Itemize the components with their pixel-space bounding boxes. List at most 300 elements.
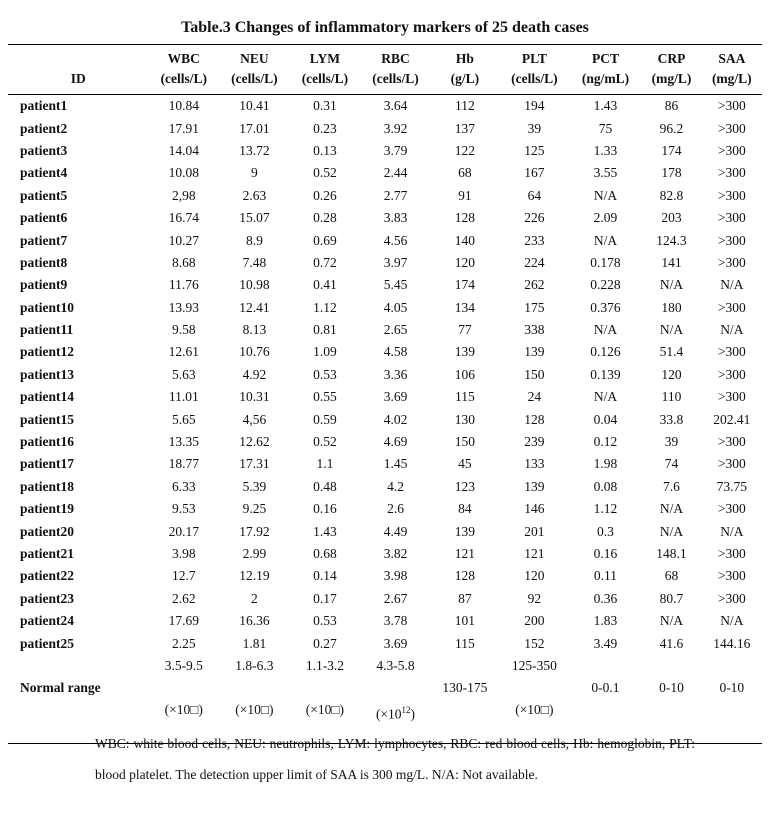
- cell-pct: 0.139: [590, 366, 621, 382]
- column-name: RBC: [381, 51, 410, 66]
- cell-rbc: 3.82: [383, 546, 408, 561]
- patient-id: patient13: [20, 366, 74, 382]
- cell-lym: 0.68: [313, 546, 337, 561]
- cell-plt: 200: [524, 613, 545, 629]
- cell-lym: 0.81: [313, 322, 337, 338]
- cell-lym: 0.27: [313, 635, 337, 651]
- table-row: [8, 95, 762, 118]
- cell-hb: 120: [454, 254, 476, 270]
- cell-hb: 121: [454, 546, 476, 561]
- cell-plt: 338: [524, 322, 545, 338]
- cell-wbc: 10.08: [168, 165, 199, 181]
- normal-range-rbc: 4.3-5.8: [376, 657, 415, 673]
- cell-plt: 39: [527, 120, 542, 136]
- cell-rbc: 2.77: [383, 187, 408, 203]
- table-row: [8, 207, 762, 229]
- cell-saa: >300: [717, 389, 746, 405]
- cell-neu: 2: [251, 590, 258, 606]
- column-unit: (cells/L): [372, 71, 419, 86]
- table-row: [8, 610, 762, 632]
- rbc-unit-close: ): [410, 706, 416, 722]
- column-header-lym: [290, 45, 361, 95]
- cell-wbc: 17.69: [168, 613, 199, 629]
- table-row: [8, 565, 762, 587]
- cell-lym: 0.17: [313, 590, 337, 606]
- rbc-unit-base: (×10: [375, 706, 402, 722]
- cell-lym: 0.16: [313, 501, 337, 517]
- cell-hb: 134: [454, 299, 476, 315]
- cell-crp: N/A: [659, 613, 684, 629]
- normal-range-wbc-unit: (×10□): [149, 677, 220, 744]
- cell-rbc: 4.2: [387, 478, 404, 494]
- cell-rbc: 3.78: [383, 613, 408, 629]
- cell-wbc: 12.7: [172, 568, 196, 584]
- cell-hb: 150: [454, 434, 476, 450]
- cell-lym: 0.53: [313, 366, 337, 382]
- column-name: ID: [70, 71, 86, 86]
- table-header: [8, 45, 762, 95]
- cell-saa: >300: [717, 299, 746, 315]
- column-header-rbc: [360, 45, 431, 95]
- cell-wbc: 2,98: [172, 187, 196, 203]
- cell-wbc: 18.77: [168, 456, 199, 472]
- cell-crp: 33.8: [659, 411, 684, 427]
- cell-crp: 174: [661, 142, 682, 158]
- cell-pct: 0.3: [597, 523, 614, 539]
- cell-crp: 124.3: [656, 232, 687, 248]
- cell-wbc: 11.01: [168, 389, 199, 405]
- normal-range-neu: 1.8-6.3: [235, 657, 274, 673]
- column-unit: (cells/L): [511, 71, 558, 86]
- cell-crp: 180: [661, 299, 682, 315]
- table-row: [8, 319, 762, 341]
- cell-wbc: 13.35: [168, 434, 199, 450]
- cell-hb: 139: [454, 523, 476, 539]
- table-row: [8, 520, 762, 542]
- cell-hb: 122: [454, 142, 476, 158]
- patient-id: patient22: [20, 568, 74, 584]
- patient-id: patient15: [20, 411, 74, 427]
- cell-pct: 0.228: [590, 277, 621, 293]
- cell-pct: 0.126: [590, 344, 621, 360]
- cell-neu: 4.92: [242, 366, 267, 382]
- cell-hb: 101: [454, 613, 476, 629]
- cell-neu: 9.25: [242, 501, 267, 517]
- cell-neu: 16.36: [239, 613, 270, 629]
- cell-hb: 77: [458, 322, 472, 338]
- table-row: [8, 408, 762, 430]
- patient-id: patient2: [20, 120, 68, 136]
- column-header-hb: [431, 45, 499, 95]
- column-unit: (cells/L): [231, 71, 278, 86]
- cell-hb: 115: [455, 635, 475, 651]
- column-header-id: [8, 45, 149, 95]
- cell-rbc: 4.02: [383, 411, 408, 427]
- cell-saa: >300: [717, 344, 746, 360]
- cell-saa: >300: [717, 456, 746, 472]
- cell-crp: 74: [664, 456, 679, 472]
- cell-lym: 0.41: [313, 277, 337, 293]
- table-body: [8, 95, 762, 744]
- cell-hb: 68: [458, 165, 472, 181]
- column-name: CRP: [657, 51, 686, 66]
- header-row: [8, 45, 762, 95]
- patient-id: patient23: [20, 590, 74, 606]
- cell-saa: N/A: [720, 277, 744, 293]
- column-name: Hb: [455, 51, 474, 66]
- patient-id: patient5: [20, 187, 68, 203]
- cell-plt: 64: [527, 187, 542, 203]
- table-footnote: WBC: white blood cells, NEU: neutrophils, LYM: lymphocytes, RBC: red blood cells, Hb: hemoglobin, PLT: blood platelet. The detection upper limit of SAA is 300 mg/L. N/A: Not available.: [95, 736, 695, 782]
- normal-range-plt: 125-350: [511, 657, 557, 673]
- table-row: [8, 543, 762, 565]
- cell-saa: 202.41: [713, 411, 751, 427]
- patient-id: patient11: [20, 322, 74, 338]
- patient-id: patient7: [20, 232, 68, 248]
- inflammatory-markers-table: [8, 44, 762, 744]
- cell-rbc: 1.45: [383, 456, 408, 472]
- table-row: [8, 498, 762, 520]
- patient-id: patient3: [20, 142, 68, 158]
- cell-saa: 144.16: [713, 635, 751, 651]
- cell-saa: N/A: [720, 523, 744, 539]
- column-header-wbc: [149, 45, 220, 95]
- cell-neu: 8.13: [242, 322, 267, 338]
- cell-neu: 17.92: [239, 523, 270, 539]
- cell-saa: >300: [717, 590, 746, 606]
- cell-neu: 10.31: [239, 389, 270, 405]
- table-row: [8, 229, 762, 251]
- table-row: [8, 386, 762, 408]
- cell-pct: 0.376: [590, 299, 621, 315]
- cell-crp: N/A: [659, 523, 684, 539]
- cell-crp: N/A: [659, 277, 684, 293]
- cell-neu: 15.07: [239, 210, 270, 226]
- cell-plt: 133: [524, 456, 545, 472]
- patient-id: patient6: [20, 210, 68, 226]
- cell-neu: 17.31: [239, 456, 270, 472]
- cell-plt: 233: [524, 232, 545, 248]
- cell-neu: 17.01: [239, 120, 270, 136]
- cell-rbc: 3.97: [383, 254, 408, 270]
- column-header-plt: [499, 45, 570, 95]
- table-row: [8, 274, 762, 296]
- table-row: [8, 185, 762, 207]
- cell-rbc: 3.83: [383, 210, 408, 226]
- cell-crp: 68: [664, 568, 679, 584]
- cell-rbc: 2.67: [383, 590, 408, 606]
- patient-id: patient18: [20, 478, 74, 494]
- cell-wbc: 2.62: [172, 590, 196, 606]
- cell-rbc: 5.45: [383, 277, 408, 293]
- cell-lym: 1.43: [313, 523, 337, 539]
- cell-saa: >300: [717, 98, 746, 114]
- cell-saa: >300: [717, 120, 746, 136]
- cell-saa: >300: [717, 366, 746, 382]
- patient-id: patient17: [20, 456, 74, 472]
- patient-id: patient4: [20, 165, 68, 181]
- cell-wbc: 14.04: [168, 142, 199, 158]
- cell-crp: N/A: [659, 322, 684, 338]
- cell-plt: 125: [524, 142, 545, 158]
- cell-crp: 41.6: [659, 635, 684, 651]
- cell-wbc: 3.98: [172, 546, 196, 561]
- cell-wbc: 9.58: [172, 322, 196, 338]
- cell-pct: 0.16: [593, 546, 618, 561]
- cell-plt: 224: [524, 254, 545, 270]
- cell-lym: 1.12: [313, 299, 337, 315]
- table-row: [8, 588, 762, 610]
- cell-hb: 139: [454, 344, 476, 360]
- patient-id: patient12: [20, 344, 74, 360]
- cell-neu: 12.41: [239, 299, 270, 315]
- table-row: [8, 431, 762, 453]
- cell-wbc: 5.63: [172, 366, 196, 382]
- cell-wbc: 6.33: [172, 478, 196, 494]
- table-row: [8, 341, 762, 363]
- column-unit: (cells/L): [160, 71, 208, 86]
- column-name: NEU: [240, 51, 269, 66]
- column-header-pct: [570, 45, 642, 95]
- cell-pct: 0.08: [593, 478, 618, 494]
- cell-pct: 75: [598, 120, 613, 136]
- cell-pct: 0.178: [590, 254, 621, 270]
- cell-saa: N/A: [720, 322, 744, 338]
- cell-neu: 10.76: [239, 344, 270, 360]
- cell-lym: 0.55: [313, 389, 337, 405]
- column-name: PLT: [521, 51, 547, 66]
- cell-rbc: 4.58: [383, 344, 408, 360]
- cell-rbc: 4.56: [383, 232, 408, 248]
- cell-saa: >300: [717, 142, 746, 158]
- cell-pct: 3.55: [593, 165, 618, 181]
- cell-wbc: 2.25: [172, 635, 196, 651]
- cell-plt: 150: [524, 366, 545, 382]
- cell-neu: 1.81: [242, 635, 267, 651]
- cell-hb: 130: [454, 411, 476, 427]
- cell-saa: >300: [717, 501, 746, 517]
- cell-pct: 0.36: [593, 590, 618, 606]
- table-row: [8, 364, 762, 386]
- cell-rbc: 3.98: [383, 568, 408, 584]
- cell-neu: 12.19: [239, 568, 270, 584]
- cell-wbc: 16.74: [168, 210, 199, 226]
- cell-plt: 175: [524, 299, 545, 315]
- cell-wbc: 20.17: [168, 523, 199, 539]
- cell-crp: 148.1: [656, 546, 687, 561]
- cell-hb: 45: [458, 456, 472, 472]
- cell-crp: 203: [661, 210, 682, 226]
- cell-crp: N/A: [659, 501, 684, 517]
- cell-plt: 152: [524, 635, 545, 651]
- normal-range-crp: 0-10: [641, 677, 701, 744]
- patient-id: patient14: [20, 389, 74, 405]
- column-unit: (cells/L): [301, 71, 349, 86]
- cell-lym: 0.48: [313, 478, 337, 494]
- patient-id: patient24: [20, 613, 74, 629]
- cell-rbc: 2.65: [383, 322, 408, 338]
- cell-crp: 80.7: [659, 590, 684, 606]
- cell-pct: N/A: [593, 322, 618, 338]
- cell-hb: 112: [455, 98, 475, 114]
- cell-pct: N/A: [593, 389, 618, 405]
- cell-neu: 4,56: [242, 411, 267, 427]
- cell-crp: 178: [661, 165, 682, 181]
- cell-hb: 84: [458, 501, 472, 517]
- cell-rbc: 3.69: [383, 389, 408, 405]
- cell-lym: 0.26: [313, 187, 337, 203]
- cell-neu: 10.41: [239, 98, 270, 114]
- cell-neu: 10.98: [239, 277, 270, 293]
- rbc-unit-exp: 12: [401, 704, 411, 715]
- cell-rbc: 3.64: [383, 98, 408, 114]
- cell-lym: 0.28: [313, 210, 337, 226]
- cell-saa: 73.75: [716, 478, 747, 494]
- cell-lym: 0.52: [313, 165, 337, 181]
- cell-pct: 2.09: [593, 210, 618, 226]
- cell-pct: 1.33: [593, 142, 618, 158]
- patient-id: patient19: [20, 501, 74, 517]
- cell-lym: 0.14: [313, 568, 337, 584]
- cell-hb: 106: [454, 366, 476, 382]
- cell-saa: >300: [717, 434, 746, 450]
- column-unit: (g/L): [450, 71, 480, 86]
- patient-id: patient8: [20, 254, 68, 270]
- column-name: LYM: [309, 51, 341, 66]
- cell-saa: >300: [717, 210, 746, 226]
- cell-plt: 24: [527, 389, 542, 405]
- column-name: SAA: [718, 51, 746, 66]
- cell-plt: 262: [524, 277, 545, 293]
- cell-rbc: 4.69: [383, 434, 408, 450]
- cell-neu: 2.99: [242, 546, 267, 561]
- cell-neu: 9: [251, 165, 258, 181]
- cell-crp: 82.8: [659, 187, 684, 203]
- cell-pct: 1.98: [593, 456, 618, 472]
- cell-hb: 128: [454, 210, 476, 226]
- cell-crp: 51.4: [659, 344, 684, 360]
- cell-neu: 2.63: [242, 187, 267, 203]
- cell-plt: 92: [527, 590, 542, 606]
- table-row: [8, 453, 762, 475]
- column-name: PCT: [591, 51, 619, 66]
- column-name: WBC: [167, 51, 200, 66]
- cell-saa: >300: [717, 568, 746, 584]
- cell-crp: 39: [664, 434, 679, 450]
- cell-neu: 12.62: [239, 434, 270, 450]
- cell-lym: 0.52: [313, 434, 337, 450]
- cell-plt: 139: [524, 478, 545, 494]
- cell-hb: 115: [455, 389, 475, 405]
- cell-rbc: 3.79: [383, 142, 408, 158]
- patient-id: patient20: [20, 523, 74, 539]
- column-header-saa: [702, 45, 762, 95]
- normal-range-lym: 1.1-3.2: [305, 657, 345, 673]
- table-row: [8, 252, 762, 274]
- cell-plt: 201: [524, 523, 545, 539]
- cell-neu: 13.72: [239, 142, 270, 158]
- cell-saa: >300: [717, 254, 746, 270]
- patient-id: patient1: [20, 98, 68, 114]
- table-row: [8, 476, 762, 498]
- cell-pct: 0.11: [593, 568, 618, 584]
- patient-id: patient16: [20, 434, 74, 450]
- patient-id: patient25: [20, 635, 74, 651]
- cell-lym: 0.53: [313, 613, 337, 629]
- cell-hb: 137: [454, 120, 476, 136]
- normal-range-neu-unit: (×10□): [219, 677, 290, 744]
- cell-rbc: 4.49: [383, 523, 408, 539]
- cell-crp: 86: [664, 98, 679, 114]
- cell-rbc: 3.36: [383, 366, 408, 382]
- cell-lym: 1.09: [313, 344, 337, 360]
- cell-lym: 1.1: [316, 456, 334, 472]
- cell-lym: 0.23: [313, 120, 337, 136]
- cell-wbc: 17.91: [168, 120, 199, 136]
- cell-rbc: 2.6: [387, 501, 404, 517]
- cell-pct: N/A: [593, 187, 618, 203]
- table-row: [8, 117, 762, 139]
- cell-wbc: 9.53: [172, 501, 196, 517]
- cell-plt: 120: [524, 568, 545, 584]
- cell-saa: N/A: [720, 613, 744, 629]
- cell-plt: 146: [524, 501, 545, 517]
- cell-plt: 226: [524, 210, 545, 226]
- normal-range-wbc: 3.5-9.5: [164, 657, 203, 673]
- normal-range-label: Normal range: [8, 677, 149, 744]
- cell-rbc: 3.69: [383, 635, 408, 651]
- cell-pct: 0.12: [593, 434, 618, 450]
- cell-lym: 0.72: [313, 254, 337, 270]
- table-title: Table.3 Changes of inflammatory markers of 25 death cases: [181, 19, 589, 36]
- normal-range-lym-unit: (×10□): [290, 677, 361, 744]
- cell-plt: 167: [524, 165, 545, 181]
- table-row: [8, 297, 762, 319]
- cell-saa: >300: [717, 546, 746, 561]
- cell-wbc: 10.84: [168, 98, 199, 114]
- column-unit: (mg/L): [711, 71, 752, 86]
- column-unit: (ng/mL): [581, 71, 630, 86]
- column-header-neu: [219, 45, 290, 95]
- cell-crp: 7.6: [663, 478, 680, 494]
- cell-rbc: 4.05: [383, 299, 408, 315]
- cell-neu: 5.39: [242, 478, 267, 494]
- cell-hb: 123: [454, 478, 476, 494]
- cell-hb: 140: [454, 232, 476, 248]
- cell-pct: N/A: [593, 232, 618, 248]
- cell-lym: 0.31: [313, 98, 337, 114]
- cell-pct: 1.43: [593, 98, 618, 114]
- cell-hb: 174: [454, 277, 476, 293]
- cell-crp: 96.2: [659, 120, 684, 136]
- table-row: [8, 140, 762, 162]
- cell-hb: 128: [454, 568, 476, 584]
- cell-neu: 8.9: [245, 232, 263, 248]
- cell-saa: >300: [717, 232, 746, 248]
- column-unit: (mg/L): [651, 71, 692, 86]
- normal-range-hb: 130-175: [431, 677, 499, 744]
- cell-wbc: 11.76: [168, 277, 199, 293]
- patient-id: patient9: [20, 277, 68, 293]
- cell-lym: 0.69: [313, 232, 337, 248]
- cell-crp: 120: [661, 366, 682, 382]
- cell-plt: 121: [524, 546, 545, 561]
- normal-range-saa: 0-10: [702, 677, 762, 744]
- patient-id: patient10: [20, 299, 74, 315]
- cell-pct: 1.83: [593, 613, 618, 629]
- cell-lym: 0.13: [313, 142, 337, 158]
- patient-id: patient21: [20, 546, 74, 561]
